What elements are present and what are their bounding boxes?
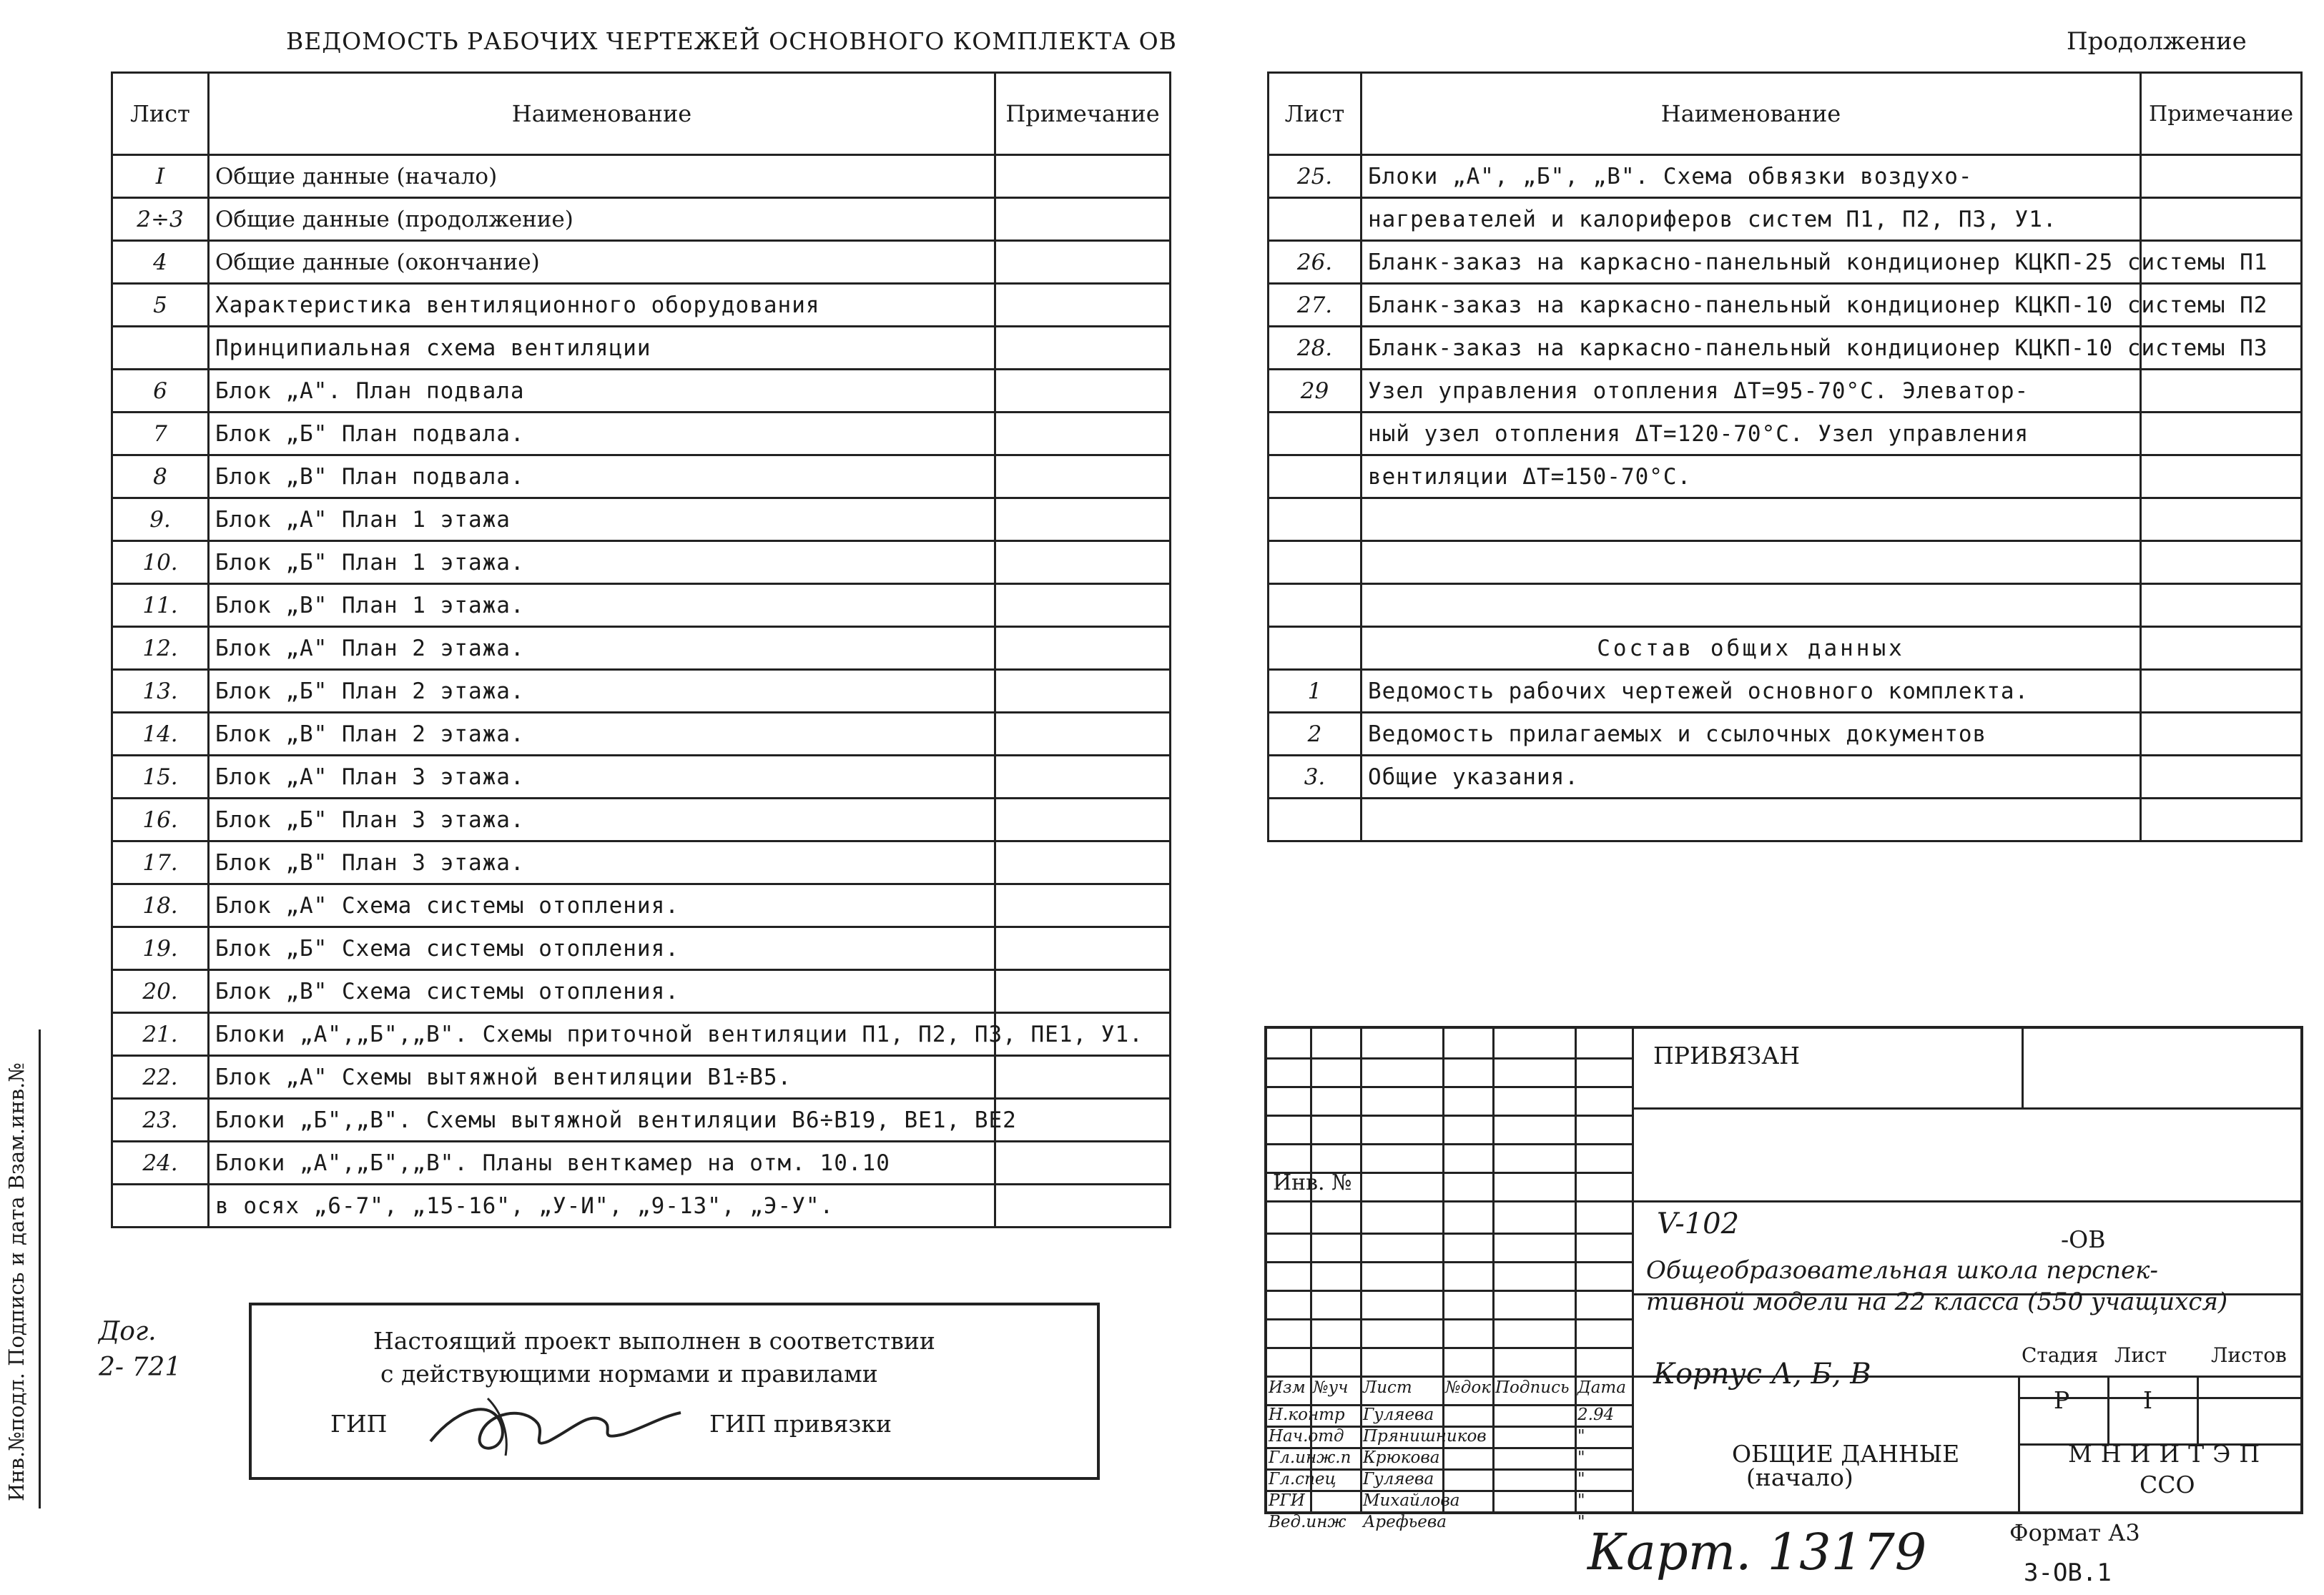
table-row [112, 970, 1171, 1013]
note-line-2: с действующими нормами и правилами [380, 1360, 878, 1388]
organization-unit: ССО [2140, 1471, 2195, 1498]
row-title: Блок „В" План 3 этажа. [209, 841, 995, 884]
row-sheet-number: 12. [112, 627, 209, 670]
row-note [995, 627, 1171, 670]
row-note [2141, 541, 2302, 584]
drawings-list-continuation-table [1267, 71, 2303, 842]
row-note [995, 1185, 1171, 1228]
table-row [112, 198, 1171, 241]
row-title: Ведомость рабочих чертежей основного комплекта. [1362, 670, 2141, 713]
row-note [2141, 455, 2302, 498]
signer-date: " [1577, 1427, 1585, 1446]
doc-title-line-1: ОБЩИЕ ДАННЫЕ [1732, 1440, 1960, 1468]
row-sheet-number: 2 [1269, 713, 1362, 756]
signer-role: Гл.инж.п [1269, 1448, 1351, 1467]
sheet-format: Формат А3 [2009, 1519, 2140, 1546]
table-header-row [112, 73, 1171, 155]
signature-column-4: Подпись [1495, 1378, 1570, 1397]
table-row [112, 927, 1171, 970]
row-title: Бланк-заказ на каркасно-панельный кондиционер КЦКП-10 системы П2 [1362, 284, 2141, 327]
stage-value: Р [2054, 1386, 2070, 1414]
table-row [112, 799, 1171, 841]
signer-name: Арефьева [1363, 1513, 1447, 1531]
project-name-line-2: тивной модели на 22 класса (550 учащихся) [1646, 1288, 2228, 1316]
row-title: Блок „А" Схемы вытяжной вентиляции В1÷В5. [209, 1056, 995, 1099]
row-note [995, 327, 1171, 370]
table-row [1269, 327, 2302, 370]
row-sheet-number: 4 [112, 241, 209, 284]
row-note [2141, 413, 2302, 455]
table-row [112, 670, 1171, 713]
row-note [2141, 799, 2302, 841]
inv-no-label: Инв. № [1273, 1170, 1352, 1195]
table-row [112, 370, 1171, 413]
signature-column-2: Лист [1363, 1378, 1412, 1397]
signature-column-0: Изм [1269, 1378, 1306, 1397]
row-sheet-number: 16. [112, 799, 209, 841]
row-sheet-number: 13. [112, 670, 209, 713]
row-title: Бланк-заказ на каркасно-панельный кондиционер КЦКП-25 системы П1 [1362, 241, 2141, 284]
row-sheet-number: 10. [112, 541, 209, 584]
signer-date: " [1577, 1513, 1585, 1531]
sheet-header: Лист [2114, 1343, 2167, 1367]
signer-name: Михайлова [1363, 1491, 1460, 1510]
row-title: Блоки „А",„Б",„В". Планы венткамер на отм. 10.10 [209, 1142, 995, 1185]
row-note [2141, 713, 2302, 756]
row-note [995, 713, 1171, 756]
row-sheet-number: 22. [112, 1056, 209, 1099]
table-row [112, 241, 1171, 284]
row-sheet-number: 14. [112, 713, 209, 756]
row-sheet-number: 21. [112, 1013, 209, 1056]
row-sheet-number: 6 [112, 370, 209, 413]
row-title: Блок „А" Схема системы отопления. [209, 884, 995, 927]
row-sheet-number [1269, 498, 1362, 541]
signer-role: Н.контр [1269, 1406, 1345, 1424]
table-row [112, 713, 1171, 756]
row-sheet-number: 7 [112, 413, 209, 455]
row-note [2141, 198, 2302, 241]
row-note [995, 1056, 1171, 1099]
table-row [112, 155, 1171, 198]
table-row [1269, 756, 2302, 799]
row-title: Блок „Б" Схема системы отопления. [209, 927, 995, 970]
row-title: Общие указания. [1362, 756, 2141, 799]
signature-column-3: №док [1445, 1378, 1491, 1397]
row-note [995, 1099, 1171, 1142]
table-row [112, 1142, 1171, 1185]
row-sheet-number [1269, 584, 1362, 627]
row-sheet-number: 23. [112, 1099, 209, 1142]
row-sheet-number: 26. [1269, 241, 1362, 284]
row-note [2141, 155, 2302, 198]
row-sheet-number [1269, 627, 1362, 670]
row-sheet-number: 9. [112, 498, 209, 541]
row-title: Блок „Б" План 2 этажа. [209, 670, 995, 713]
row-note [995, 541, 1171, 584]
row-note [2141, 370, 2302, 413]
table-row [1269, 541, 2302, 584]
signer-name: Крюкова [1363, 1448, 1440, 1467]
compliance-note-box [249, 1303, 1100, 1480]
signer-role: РГИ [1269, 1491, 1305, 1510]
signer-name: Гуляева [1363, 1406, 1434, 1424]
project-name-line-1: Общеобразовательная школа перспек- [1646, 1256, 2158, 1285]
row-sheet-number: 24. [112, 1142, 209, 1185]
table-row [1269, 413, 2302, 455]
row-note [2141, 584, 2302, 627]
table-row [1269, 455, 2302, 498]
gip-binding-label: ГИП привязки [709, 1410, 892, 1438]
signer-date: " [1577, 1470, 1585, 1488]
row-title: в осях „6-7", „15-16", „У-И", „9-13", „Э-У". [209, 1185, 995, 1228]
row-sheet-number [1269, 541, 1362, 584]
archive-card-number: Карт. 13179 [1587, 1523, 1927, 1581]
row-title: Блок „Б" План подвала. [209, 413, 995, 455]
row-note [995, 1142, 1171, 1185]
table-row [1269, 799, 2302, 841]
row-sheet-number: 11. [112, 584, 209, 627]
row-note [2141, 670, 2302, 713]
row-title: Узел управления отопления ΔТ=95-70°С. Элеватор- [1362, 370, 2141, 413]
row-sheet-number: 8 [112, 455, 209, 498]
row-sheet-number [112, 327, 209, 370]
signature-column-5: Дата [1577, 1378, 1626, 1397]
row-sheet-number: 25. [1269, 155, 1362, 198]
contract-label: Дог. [99, 1317, 157, 1346]
gip-signature-icon [416, 1384, 688, 1463]
row-sheet-number: 27. [1269, 284, 1362, 327]
row-title: Ведомость прилагаемых и ссылочных документов [1362, 713, 2141, 756]
row-sheet-number [1269, 198, 1362, 241]
table-row [112, 1056, 1171, 1099]
row-note [995, 927, 1171, 970]
corpus-label: Корпус А, Б, В [1653, 1358, 1871, 1391]
row-sheet-number: 17. [112, 841, 209, 884]
col-sheet-header: Лист [1269, 73, 1362, 155]
table-row [112, 541, 1171, 584]
row-note [995, 799, 1171, 841]
row-sheet-number: I [112, 155, 209, 198]
row-title: Блок „А" План 1 этажа [209, 498, 995, 541]
row-sheet-number: 29 [1269, 370, 1362, 413]
row-note [995, 756, 1171, 799]
table-header-row [1269, 73, 2302, 155]
row-note [995, 455, 1171, 498]
row-title [1362, 799, 2141, 841]
row-note [995, 241, 1171, 284]
table-row [1269, 241, 2302, 284]
row-title: Бланк-заказ на каркасно-панельный кондиционер КЦКП-10 системы П3 [1362, 327, 2141, 370]
table-row [112, 284, 1171, 327]
signer-name: Гуляева [1363, 1470, 1434, 1488]
row-note [995, 370, 1171, 413]
row-title: Блок „А" План 3 этажа. [209, 756, 995, 799]
signer-role: Вед.инж [1269, 1513, 1346, 1531]
row-title [1362, 541, 2141, 584]
row-note [995, 198, 1171, 241]
row-title: Блок „В" План 2 этажа. [209, 713, 995, 756]
row-sheet-number: 5 [112, 284, 209, 327]
row-title: Блок „А". План подвала [209, 370, 995, 413]
row-sheet-number: 1 [1269, 670, 1362, 713]
bound-label: ПРИВЯЗАН [1653, 1042, 1800, 1070]
row-sheet-number: 15. [112, 756, 209, 799]
col-note-header: Примечание [995, 73, 1171, 155]
row-note [2141, 756, 2302, 799]
row-title: Блок „А" План 2 этажа. [209, 627, 995, 670]
project-code-suffix: -ОВ [2061, 1225, 2106, 1253]
row-note [995, 155, 1171, 198]
stage-header: Стадия [2022, 1343, 2099, 1367]
table-row [112, 413, 1171, 455]
table-row [112, 627, 1171, 670]
row-title: Блоки „А",„Б",„В". Схемы приточной вентиляции П1, П2, П3, ПЕ1, У1. [209, 1013, 995, 1056]
row-title: Блоки „Б",„В". Схемы вытяжной вентиляции В6÷В19, ВЕ1, ВЕ2 [209, 1099, 995, 1142]
row-note [995, 413, 1171, 455]
row-title: Общие данные (окончание) [209, 241, 995, 284]
table-row [1269, 155, 2302, 198]
title-block [1264, 1026, 2303, 1531]
row-note [2141, 498, 2302, 541]
row-sheet-number: 20. [112, 970, 209, 1013]
sheet-value: I [2143, 1386, 2153, 1414]
row-title: Блок „В" План подвала. [209, 455, 995, 498]
table-row [112, 756, 1171, 799]
row-title: Характеристика вентиляционного оборудования [209, 284, 995, 327]
row-sheet-number: 19. [112, 927, 209, 970]
signer-name: Прянишников [1363, 1427, 1487, 1446]
contract-note [99, 1314, 181, 1386]
row-note [995, 670, 1171, 713]
col-name-header: Наименование [209, 73, 995, 155]
signer-date: 2.94 [1577, 1406, 1615, 1424]
signer-role: Гл.спец [1269, 1470, 1336, 1488]
doc-title-line-2: (начало) [1746, 1463, 1853, 1491]
col-name-header: Наименование [1362, 73, 2141, 155]
row-note [995, 884, 1171, 927]
table-row [112, 1099, 1171, 1142]
row-note [995, 584, 1171, 627]
row-title [1362, 498, 2141, 541]
table-row [112, 327, 1171, 370]
row-sheet-number: 28. [1269, 327, 1362, 370]
table-row [112, 584, 1171, 627]
row-sheet-number: 2÷3 [112, 198, 209, 241]
table-row [1269, 370, 2302, 413]
signer-role: Нач.отд [1269, 1427, 1344, 1446]
table-row [112, 498, 1171, 541]
row-sheet-number [1269, 455, 1362, 498]
row-note [995, 841, 1171, 884]
continuation-label: Продолжение [2067, 27, 2247, 56]
col-sheet-header: Лист [112, 73, 209, 155]
row-note [2141, 627, 2302, 670]
row-sheet-number [1269, 799, 1362, 841]
table-row [112, 841, 1171, 884]
row-title: Блок „В" Схема системы отопления. [209, 970, 995, 1013]
row-note [995, 284, 1171, 327]
row-title: Блок „Б" План 3 этажа. [209, 799, 995, 841]
row-note [995, 970, 1171, 1013]
row-title: ный узел отопления ΔТ=120-70°С. Узел управления [1362, 413, 2141, 455]
row-title [1362, 584, 2141, 627]
table-row [1269, 498, 2302, 541]
row-sheet-number [112, 1185, 209, 1228]
row-sheet-number: 18. [112, 884, 209, 927]
row-title: вентиляции ΔТ=150-70°С. [1362, 455, 2141, 498]
table-row [112, 884, 1171, 927]
row-title: Блоки „А", „Б", „В". Схема обвязки воздухо- [1362, 155, 2141, 198]
table-row [112, 455, 1171, 498]
left-margin-stamp [1, 1029, 41, 1508]
table-row [1269, 627, 2302, 670]
margin-labels: Инв.№подл. Подпись и дата Взам.инв.№ [4, 1062, 29, 1501]
sheets-header: Листов [2211, 1343, 2287, 1367]
row-sheet-number: 3. [1269, 756, 1362, 799]
table-row [1269, 284, 2302, 327]
left-sheet-title: ВЕДОМОСТЬ РАБОЧИХ ЧЕРТЕЖЕЙ ОСНОВНОГО КОМПЛЕКТА ОВ [286, 27, 1177, 55]
row-sheet-number [1269, 413, 1362, 455]
row-title: Блок „Б" План 1 этажа. [209, 541, 995, 584]
gip-label: ГИП [330, 1410, 388, 1438]
table-row [1269, 198, 2302, 241]
row-title: Принципиальная схема вентиляции [209, 327, 995, 370]
organization-name: МНИИТЭП [2068, 1440, 2269, 1468]
table-row [112, 1185, 1171, 1228]
row-title: Общие данные (начало) [209, 155, 995, 198]
signer-date: " [1577, 1448, 1585, 1467]
signer-date: " [1577, 1491, 1585, 1510]
sheet-code: 3-ОВ.1 [2024, 1559, 2112, 1587]
drawings-list-table [111, 71, 1171, 1228]
project-code: V-102 [1657, 1208, 1740, 1240]
table-row [1269, 713, 2302, 756]
row-note [995, 498, 1171, 541]
table-row [1269, 584, 2302, 627]
contract-number: 2- 721 [99, 1353, 182, 1382]
row-title: Общие данные (продолжение) [209, 198, 995, 241]
note-line-1: Настоящий проект выполнен в соответствии [373, 1327, 935, 1355]
table-row [1269, 670, 2302, 713]
row-title: нагревателей и калориферов систем П1, П2, П3, У1. [1362, 198, 2141, 241]
col-note-header: Примечание [2141, 73, 2302, 155]
signature-column-1: №уч [1313, 1378, 1349, 1397]
table-row [112, 1013, 1171, 1056]
row-title: Состав общих данных [1362, 627, 2141, 670]
row-title: Блок „В" План 1 этажа. [209, 584, 995, 627]
